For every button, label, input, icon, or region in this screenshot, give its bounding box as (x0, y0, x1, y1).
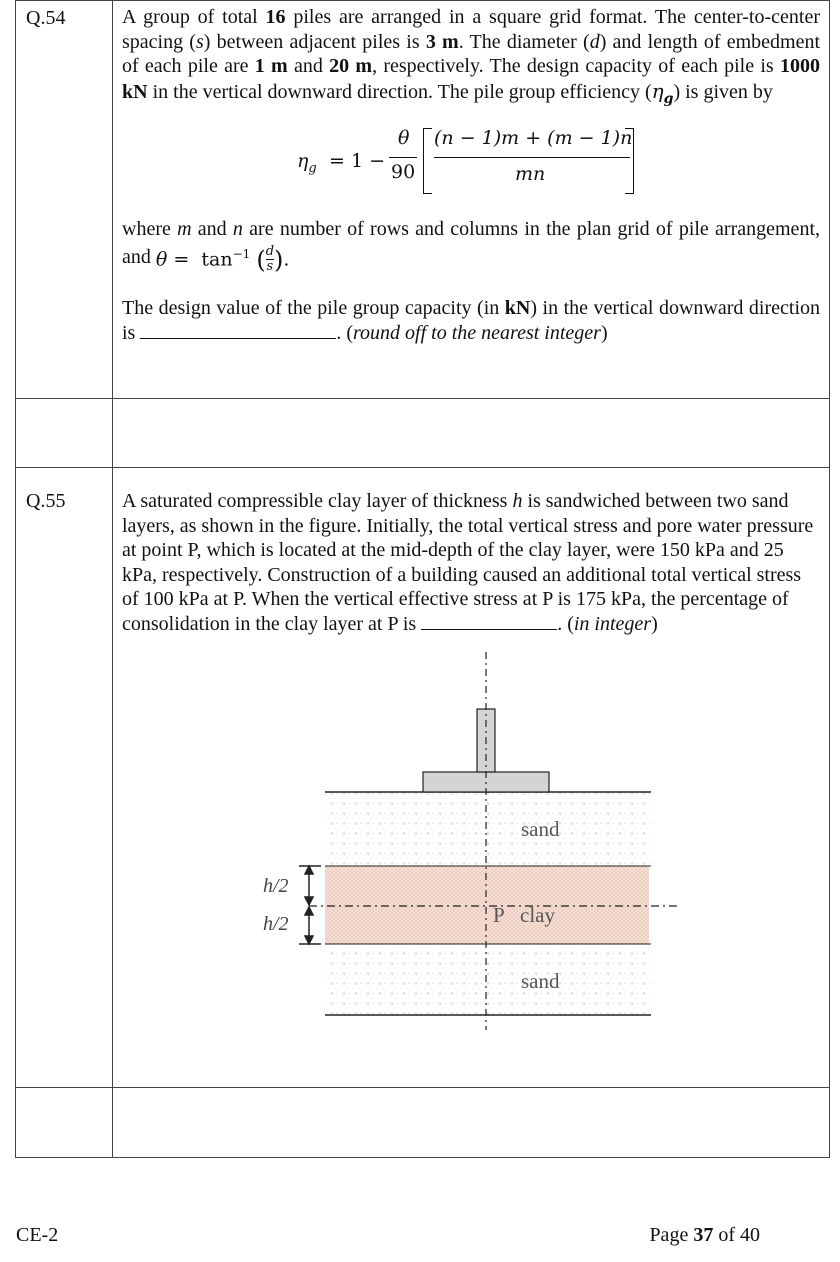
formula-numerator: (n − 1)m + (m − 1)n (434, 127, 633, 149)
q54-paragraph-2 (113, 213, 829, 274)
q54p2-run-1: m (177, 218, 192, 240)
q54-number: Q.54 (26, 7, 66, 29)
q54-paragraph-1 (113, 1, 829, 111)
q55-number-cell (16, 468, 113, 1088)
paper-code: CE-2 (16, 1224, 59, 1246)
eta-symbol: η (651, 78, 664, 103)
label-point-p: P (493, 903, 505, 927)
q55-body-cell (113, 468, 830, 1088)
formula-one-minus: = 1 − (329, 150, 386, 172)
spacer-cell-2 (16, 1088, 113, 1158)
q54p2-run-4: are number of rows and columns in the plan grid of pile arrangement, and (122, 218, 820, 268)
q54p1-run-6: . The diameter ( (458, 30, 590, 53)
question-table (15, 0, 830, 1158)
answer-blank-q54[interactable] (140, 322, 336, 339)
formula-denominator: mn (515, 163, 546, 185)
q54-statement-end: ) is given by (673, 80, 773, 103)
q55-statement: A saturated compressible clay layer of thickness h is sandwiched between two sand layers, as shown in the figure. Initially, the total vertical stress and pore water pressure at point P, which is located at the mid-depth of the clay layer, were 150 kPa and 25 kPa, respectively. Construction of a building caused an additional total vertical stress of 100 kPa at P. When the vertical effective stress at P is 175 kPa, the percentage of consolidation in the clay layer at P is . (in integer) (122, 490, 814, 635)
q54p2-run-3: n (232, 218, 243, 240)
q54p1-run-5: 3 m (425, 30, 459, 53)
q54p2-run-2: and (191, 218, 233, 240)
q54p1-run-4: ) between adjacent piles is (203, 30, 426, 53)
page-number: Page 37 of 40 (649, 1224, 760, 1246)
formula-theta: θ (398, 127, 410, 149)
dimension-arrows (299, 866, 321, 944)
label-h-half-upper: h/2 (263, 875, 289, 897)
spacer-cell-1 (16, 399, 113, 468)
efficiency-formula (113, 125, 829, 201)
spacer-cell-2b (113, 1088, 830, 1158)
q54p1-run-2: piles are arranged in a square grid format. The center-to-center spacing ( (122, 6, 820, 53)
q54p1-run-14: in the vertical downward direction. The pile group efficiency ( (147, 80, 652, 103)
q54p1-run-8: ) and length of embedment of each pile are (122, 30, 820, 77)
label-sand-bottom: sand (521, 969, 560, 993)
soil-profile-figure (113, 650, 713, 1050)
eta-subscript: g (663, 90, 674, 107)
left-bracket (423, 128, 432, 194)
q55-number: Q.55 (26, 490, 66, 512)
main-fraction-line (434, 157, 630, 158)
q54p1-run-0: A group of total (122, 6, 266, 28)
formula-ninety: 90 (391, 161, 416, 183)
theta-definition: $\theta = \tan^{-1}$ ( $\frac{d}{s}$ ). (155, 244, 290, 275)
q54-body-cell (113, 1, 830, 399)
q54p1-run-1: 16 (265, 6, 286, 28)
q54p2-run-0: where (122, 218, 178, 240)
q54p1-run-3: s (195, 30, 204, 53)
q54-paragraph-3: The design value of the pile group capacity (in kN) in the vertical downward direction is . (round off to the nearest integer) (122, 297, 820, 344)
q54p1-run-13: 1000 kN (122, 55, 820, 103)
q54p1-run-11: 20 m (329, 55, 373, 77)
right-bracket (625, 128, 634, 194)
theta-fraction-line (389, 157, 417, 158)
label-clay: clay (520, 903, 555, 927)
q54-number-cell (16, 1, 113, 399)
q54p1-run-7: d (589, 30, 600, 53)
q54p1-run-9: 1 m (254, 55, 288, 77)
answer-blank-q55[interactable] (421, 613, 557, 630)
label-h-half-lower: h/2 (263, 913, 289, 935)
label-sand-top: sand (521, 817, 560, 841)
q54p1-run-12: , respectively. The design capacity of each pile is (372, 55, 780, 77)
sand-layer-bottom (325, 944, 649, 1014)
formula-lhs: $\eta_g$ (297, 150, 317, 176)
clay-layer (325, 866, 649, 944)
spacer-cell-1b (113, 399, 830, 468)
sand-layer-top (325, 792, 649, 866)
q54p1-run-10: and (287, 55, 330, 77)
